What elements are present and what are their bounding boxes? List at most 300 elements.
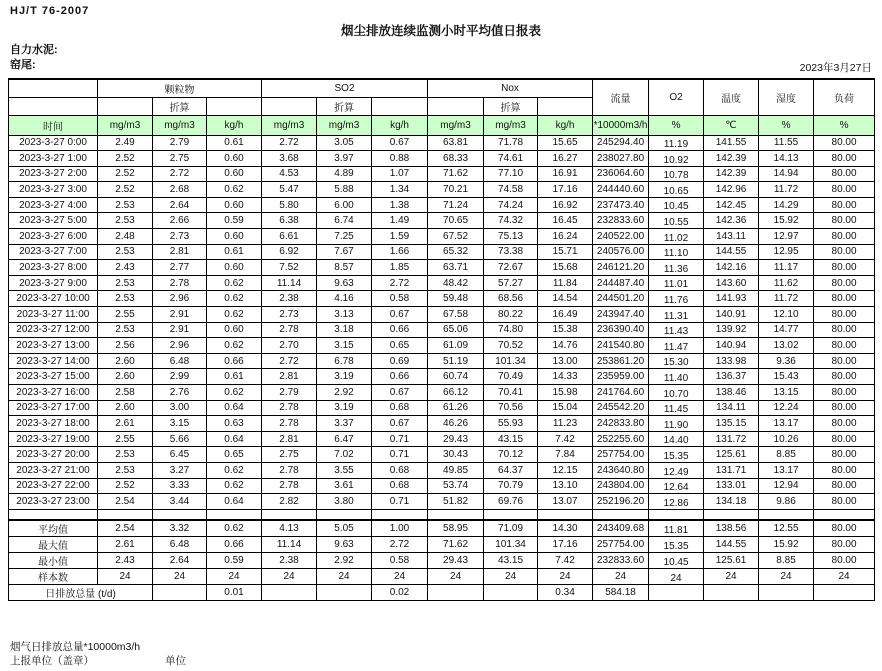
value-cell: 46.26: [428, 416, 484, 432]
col-load: 负荷: [814, 79, 875, 115]
daily-total-value-cell: 0.02: [372, 585, 428, 601]
value-cell: 0.66: [372, 369, 428, 385]
value-cell: 10.26: [759, 431, 814, 447]
value-cell: 16.49: [538, 307, 593, 323]
value-cell: 0.59: [207, 213, 262, 229]
value-cell: 15.38: [538, 322, 593, 338]
value-cell: 2.53: [98, 447, 153, 463]
unit-cell: *10000m3/h: [593, 115, 649, 135]
value-cell: 0.62: [207, 291, 262, 307]
value-cell: 11.43: [649, 322, 704, 338]
value-cell: 253861.20: [593, 353, 649, 369]
value-cell: 2.52: [98, 166, 153, 182]
summary-value-cell: 101.34: [484, 537, 538, 553]
value-cell: 0.60: [207, 229, 262, 245]
table-row: [9, 275, 875, 291]
value-cell: 2.78: [262, 416, 317, 432]
value-cell: 2.58: [98, 385, 153, 401]
value-cell: 74.61: [484, 151, 538, 167]
value-cell: 80.00: [814, 431, 875, 447]
summary-value-cell: 80.00: [814, 520, 875, 537]
value-cell: 141.93: [704, 291, 759, 307]
value-cell: 2.72: [372, 275, 428, 291]
table-row: [9, 478, 875, 494]
value-cell: 5.66: [153, 431, 207, 447]
value-cell: 3.19: [317, 400, 372, 416]
table-row: [9, 135, 875, 151]
time-cell: 2023-3-27 10:00: [9, 291, 98, 307]
value-cell: 80.00: [814, 494, 875, 510]
value-cell: 7.02: [317, 447, 372, 463]
table-row: [9, 447, 875, 463]
value-cell: 10.70: [649, 385, 704, 401]
value-cell: 14.29: [759, 197, 814, 213]
value-cell: 0.62: [207, 478, 262, 494]
value-cell: 16.91: [538, 166, 593, 182]
value-cell: 3.19: [317, 369, 372, 385]
unit-label: 单位: [165, 655, 186, 667]
unit-cell: mg/m3: [98, 115, 153, 135]
value-cell: 2.78: [262, 322, 317, 338]
daily-total-value-cell: 0.34: [538, 585, 593, 601]
value-cell: 140.91: [704, 307, 759, 323]
summary-value-cell: 144.55: [704, 537, 759, 553]
value-cell: 64.37: [484, 462, 538, 478]
header-row-groups: [9, 79, 875, 97]
value-cell: 15.30: [649, 353, 704, 369]
value-cell: 0.64: [207, 400, 262, 416]
summary-row: [9, 537, 875, 553]
value-cell: 15.35: [649, 447, 704, 463]
table-row: [9, 462, 875, 478]
value-cell: 0.88: [372, 151, 428, 167]
value-cell: 1.49: [372, 213, 428, 229]
blank-cell: [207, 97, 262, 115]
value-cell: 143.60: [704, 275, 759, 291]
value-cell: 11.40: [649, 369, 704, 385]
summary-value-cell: 71.62: [428, 537, 484, 553]
value-cell: 14.54: [538, 291, 593, 307]
value-cell: 10.65: [649, 182, 704, 198]
value-cell: 0.60: [207, 260, 262, 276]
summary-value-cell: 24: [98, 569, 153, 585]
value-cell: 101.34: [484, 353, 538, 369]
value-cell: 2.75: [262, 447, 317, 463]
value-cell: 13.07: [538, 494, 593, 510]
value-cell: 67.52: [428, 229, 484, 245]
summary-value-cell: 15.92: [759, 537, 814, 553]
summary-value-cell: 24: [538, 569, 593, 585]
value-cell: 5.80: [262, 197, 317, 213]
value-cell: 7.25: [317, 229, 372, 245]
summary-value-cell: 80.00: [814, 537, 875, 553]
value-cell: 6.47: [317, 431, 372, 447]
value-cell: 3.33: [153, 478, 207, 494]
value-cell: 0.68: [372, 478, 428, 494]
value-cell: 2.77: [153, 260, 207, 276]
value-cell: 15.43: [759, 369, 814, 385]
value-cell: 70.21: [428, 182, 484, 198]
value-cell: 2.61: [98, 416, 153, 432]
blank-cell: [704, 509, 759, 520]
value-cell: 138.46: [704, 385, 759, 401]
table-row: [9, 307, 875, 323]
value-cell: 1.34: [372, 182, 428, 198]
value-cell: 1.66: [372, 244, 428, 260]
blank-cell: [593, 509, 649, 520]
value-cell: 74.32: [484, 213, 538, 229]
value-cell: 2.52: [98, 478, 153, 494]
value-cell: 4.53: [262, 166, 317, 182]
value-cell: 2.55: [98, 307, 153, 323]
value-cell: 10.45: [649, 197, 704, 213]
value-cell: 4.16: [317, 291, 372, 307]
value-cell: 71.62: [428, 166, 484, 182]
time-cell: 2023-3-27 21:00: [9, 462, 98, 478]
value-cell: 63.71: [428, 260, 484, 276]
value-cell: 2.91: [153, 307, 207, 323]
value-cell: 0.58: [372, 291, 428, 307]
value-cell: 5.88: [317, 182, 372, 198]
value-cell: 7.67: [317, 244, 372, 260]
value-cell: 2.75: [153, 151, 207, 167]
value-cell: 6.74: [317, 213, 372, 229]
blank-cell: [649, 509, 704, 520]
blank-cell: [484, 509, 538, 520]
summary-value-cell: 2.61: [98, 537, 153, 553]
value-cell: 238027.80: [593, 151, 649, 167]
value-cell: 80.22: [484, 307, 538, 323]
value-cell: 2.38: [262, 291, 317, 307]
value-cell: 10.92: [649, 151, 704, 167]
time-cell: 2023-3-27 5:00: [9, 213, 98, 229]
value-cell: 68.56: [484, 291, 538, 307]
summary-value-cell: 24: [649, 569, 704, 585]
value-cell: 2.96: [153, 338, 207, 354]
value-cell: 0.67: [372, 135, 428, 151]
value-cell: 15.71: [538, 244, 593, 260]
value-cell: 2.78: [262, 478, 317, 494]
value-cell: 2.73: [153, 229, 207, 245]
value-cell: 51.82: [428, 494, 484, 510]
value-cell: 244487.40: [593, 275, 649, 291]
summary-value-cell: 12.55: [759, 520, 814, 537]
value-cell: 4.89: [317, 166, 372, 182]
value-cell: 142.39: [704, 166, 759, 182]
value-cell: 2.54: [98, 494, 153, 510]
summary-value-cell: 2.54: [98, 520, 153, 537]
summary-value-cell: 4.13: [262, 520, 317, 537]
value-cell: 3.97: [317, 151, 372, 167]
blank-cell: [317, 509, 372, 520]
time-cell: 2023-3-27 22:00: [9, 478, 98, 494]
value-cell: 6.61: [262, 229, 317, 245]
summary-value-cell: 8.85: [759, 553, 814, 569]
value-cell: 14.77: [759, 322, 814, 338]
daily-total-value-cell: [814, 585, 875, 601]
time-cell: 2023-3-27 16:00: [9, 385, 98, 401]
table-row: [9, 416, 875, 432]
value-cell: 0.61: [207, 135, 262, 151]
unit-cell: mg/m3: [484, 115, 538, 135]
summary-value-cell: 11.81: [649, 520, 704, 537]
value-cell: 2.56: [98, 338, 153, 354]
col-o2: O2: [649, 79, 704, 115]
value-cell: 70.56: [484, 400, 538, 416]
value-cell: 48.42: [428, 275, 484, 291]
value-cell: 0.71: [372, 494, 428, 510]
summary-value-cell: 71.09: [484, 520, 538, 537]
value-cell: 0.67: [372, 307, 428, 323]
unit-cell: mg/m3: [428, 115, 484, 135]
value-cell: 16.24: [538, 229, 593, 245]
group-nox: Nox: [428, 79, 593, 97]
value-cell: 6.78: [317, 353, 372, 369]
value-cell: 142.45: [704, 197, 759, 213]
value-cell: 9.36: [759, 353, 814, 369]
time-cell: 2023-3-27 6:00: [9, 229, 98, 245]
value-cell: 11.45: [649, 400, 704, 416]
blank-cell: [262, 97, 317, 115]
time-header: 时间: [9, 115, 98, 135]
blank-cell: [538, 97, 593, 115]
value-cell: 134.11: [704, 400, 759, 416]
unit-cell: kg/h: [538, 115, 593, 135]
value-cell: 59.48: [428, 291, 484, 307]
value-cell: 5.47: [262, 182, 317, 198]
summary-value-cell: 24: [484, 569, 538, 585]
value-cell: 2.76: [153, 385, 207, 401]
value-cell: 2.92: [317, 385, 372, 401]
value-cell: 10.78: [649, 166, 704, 182]
value-cell: 6.38: [262, 213, 317, 229]
value-cell: 13.10: [538, 478, 593, 494]
value-cell: 12.95: [759, 244, 814, 260]
value-cell: 53.74: [428, 478, 484, 494]
summary-value-cell: 14.30: [538, 520, 593, 537]
value-cell: 80.00: [814, 291, 875, 307]
time-cell: 2023-3-27 20:00: [9, 447, 98, 463]
value-cell: 74.24: [484, 197, 538, 213]
nox-converted-label: 折算: [484, 97, 538, 115]
table-row: [9, 369, 875, 385]
table-row: [9, 151, 875, 167]
unit-cell: %: [649, 115, 704, 135]
value-cell: 66.12: [428, 385, 484, 401]
summary-value-cell: 3.32: [153, 520, 207, 537]
time-cell: 2023-3-27 19:00: [9, 431, 98, 447]
group-pm: 颗粒物: [98, 79, 262, 97]
summary-value-cell: 0.59: [207, 553, 262, 569]
value-cell: 245542.20: [593, 400, 649, 416]
value-cell: 80.00: [814, 307, 875, 323]
value-cell: 11.72: [759, 291, 814, 307]
value-cell: 2.64: [153, 197, 207, 213]
blank-cell: [262, 509, 317, 520]
value-cell: 3.80: [317, 494, 372, 510]
summary-value-cell: 0.58: [372, 553, 428, 569]
value-cell: 11.10: [649, 244, 704, 260]
value-cell: 0.71: [372, 431, 428, 447]
summary-value-cell: 7.42: [538, 553, 593, 569]
daily-total-value-cell: [649, 585, 704, 601]
value-cell: 80.00: [814, 151, 875, 167]
value-cell: 3.15: [153, 416, 207, 432]
value-cell: 142.16: [704, 260, 759, 276]
unit-cell: kg/h: [372, 115, 428, 135]
summary-value-cell: 2.64: [153, 553, 207, 569]
value-cell: 0.71: [372, 447, 428, 463]
value-cell: 80.00: [814, 260, 875, 276]
daily-total-value-cell: 0.01: [207, 585, 262, 601]
summary-value-cell: 24: [207, 569, 262, 585]
summary-value-cell: 11.14: [262, 537, 317, 553]
value-cell: 3.37: [317, 416, 372, 432]
value-cell: 67.58: [428, 307, 484, 323]
blank-cell: [538, 509, 593, 520]
value-cell: 80.00: [814, 322, 875, 338]
summary-value-cell: 24: [759, 569, 814, 585]
value-cell: 3.27: [153, 462, 207, 478]
value-cell: 80.00: [814, 353, 875, 369]
value-cell: 69.76: [484, 494, 538, 510]
value-cell: 80.00: [814, 229, 875, 245]
value-cell: 2.53: [98, 213, 153, 229]
summary-value-cell: 138.56: [704, 520, 759, 537]
summary-value-cell: 17.16: [538, 537, 593, 553]
value-cell: 17.16: [538, 182, 593, 198]
value-cell: 65.32: [428, 244, 484, 260]
time-cell: 2023-3-27 23:00: [9, 494, 98, 510]
value-cell: 133.98: [704, 353, 759, 369]
unit-cell: %: [759, 115, 814, 135]
value-cell: 12.97: [759, 229, 814, 245]
time-cell: 2023-3-27 7:00: [9, 244, 98, 260]
time-cell: 2023-3-27 15:00: [9, 369, 98, 385]
value-cell: 14.33: [538, 369, 593, 385]
blank-cell: [9, 509, 98, 520]
value-cell: 11.84: [538, 275, 593, 291]
group-so2: SO2: [262, 79, 428, 97]
value-cell: 14.94: [759, 166, 814, 182]
value-cell: 60.74: [428, 369, 484, 385]
value-cell: 2.78: [153, 275, 207, 291]
table-row: [9, 400, 875, 416]
summary-row: [9, 553, 875, 569]
value-cell: 49.85: [428, 462, 484, 478]
value-cell: 242833.80: [593, 416, 649, 432]
value-cell: 11.76: [649, 291, 704, 307]
summary-value-cell: 24: [262, 569, 317, 585]
unit-cell: %: [814, 115, 875, 135]
value-cell: 125.61: [704, 447, 759, 463]
value-cell: 15.92: [759, 213, 814, 229]
value-cell: 2.53: [98, 197, 153, 213]
value-cell: 2.55: [98, 431, 153, 447]
summary-value-cell: 0.66: [207, 537, 262, 553]
value-cell: 1.38: [372, 197, 428, 213]
value-cell: 3.15: [317, 338, 372, 354]
unit-cell: mg/m3: [153, 115, 207, 135]
value-cell: 2.68: [153, 182, 207, 198]
value-cell: 240576.00: [593, 244, 649, 260]
value-cell: 0.62: [207, 182, 262, 198]
value-cell: 3.13: [317, 307, 372, 323]
summary-value-cell: 0.62: [207, 520, 262, 537]
value-cell: 80.00: [814, 182, 875, 198]
value-cell: 244501.20: [593, 291, 649, 307]
value-cell: 70.41: [484, 385, 538, 401]
value-cell: 0.61: [207, 369, 262, 385]
monitoring-table: [8, 78, 875, 601]
summary-label: 最大值: [9, 537, 98, 553]
summary-value-cell: 29.43: [428, 553, 484, 569]
value-cell: 80.00: [814, 369, 875, 385]
value-cell: 2.72: [262, 353, 317, 369]
value-cell: 13.02: [759, 338, 814, 354]
pm-converted-label: 折算: [153, 97, 207, 115]
daily-total-value-cell: [317, 585, 372, 601]
time-cell: 2023-3-27 0:00: [9, 135, 98, 151]
blank-cell: [207, 509, 262, 520]
value-cell: 0.60: [207, 322, 262, 338]
value-cell: 80.00: [814, 447, 875, 463]
value-cell: 6.48: [153, 353, 207, 369]
value-cell: 9.63: [317, 275, 372, 291]
value-cell: 80.00: [814, 462, 875, 478]
value-cell: 10.55: [649, 213, 704, 229]
value-cell: 0.68: [372, 400, 428, 416]
value-cell: 6.92: [262, 244, 317, 260]
value-cell: 131.72: [704, 431, 759, 447]
summary-label: 样本数: [9, 569, 98, 585]
daily-total-value-cell: [704, 585, 759, 601]
value-cell: 2.66: [153, 213, 207, 229]
summary-value-cell: 257754.00: [593, 537, 649, 553]
blank-cell: [372, 509, 428, 520]
time-cell: 2023-3-27 1:00: [9, 151, 98, 167]
summary-label: 平均值: [9, 520, 98, 537]
col-humidity: 湿度: [759, 79, 814, 115]
value-cell: 0.60: [207, 166, 262, 182]
daily-total-value-cell: [153, 585, 207, 601]
summary-value-cell: 24: [593, 569, 649, 585]
time-cell: 2023-3-27 11:00: [9, 307, 98, 323]
value-cell: 11.17: [759, 260, 814, 276]
summary-value-cell: 9.63: [317, 537, 372, 553]
value-cell: 14.40: [649, 431, 704, 447]
report-date: 2023年3月27日: [799, 62, 872, 74]
value-cell: 2.79: [153, 135, 207, 151]
value-cell: 0.68: [372, 462, 428, 478]
value-cell: 2.60: [98, 400, 153, 416]
value-cell: 2.43: [98, 260, 153, 276]
daily-total-value-cell: [262, 585, 317, 601]
value-cell: 80.00: [814, 338, 875, 354]
table-row: [9, 322, 875, 338]
value-cell: 71.24: [428, 197, 484, 213]
value-cell: 143.11: [704, 229, 759, 245]
value-cell: 13.00: [538, 353, 593, 369]
value-cell: 12.49: [649, 462, 704, 478]
value-cell: 252255.60: [593, 431, 649, 447]
value-cell: 11.23: [538, 416, 593, 432]
summary-value-cell: 24: [317, 569, 372, 585]
value-cell: 246121.20: [593, 260, 649, 276]
value-cell: 141.55: [704, 135, 759, 151]
value-cell: 2.91: [153, 322, 207, 338]
daily-total-value-cell: [428, 585, 484, 601]
